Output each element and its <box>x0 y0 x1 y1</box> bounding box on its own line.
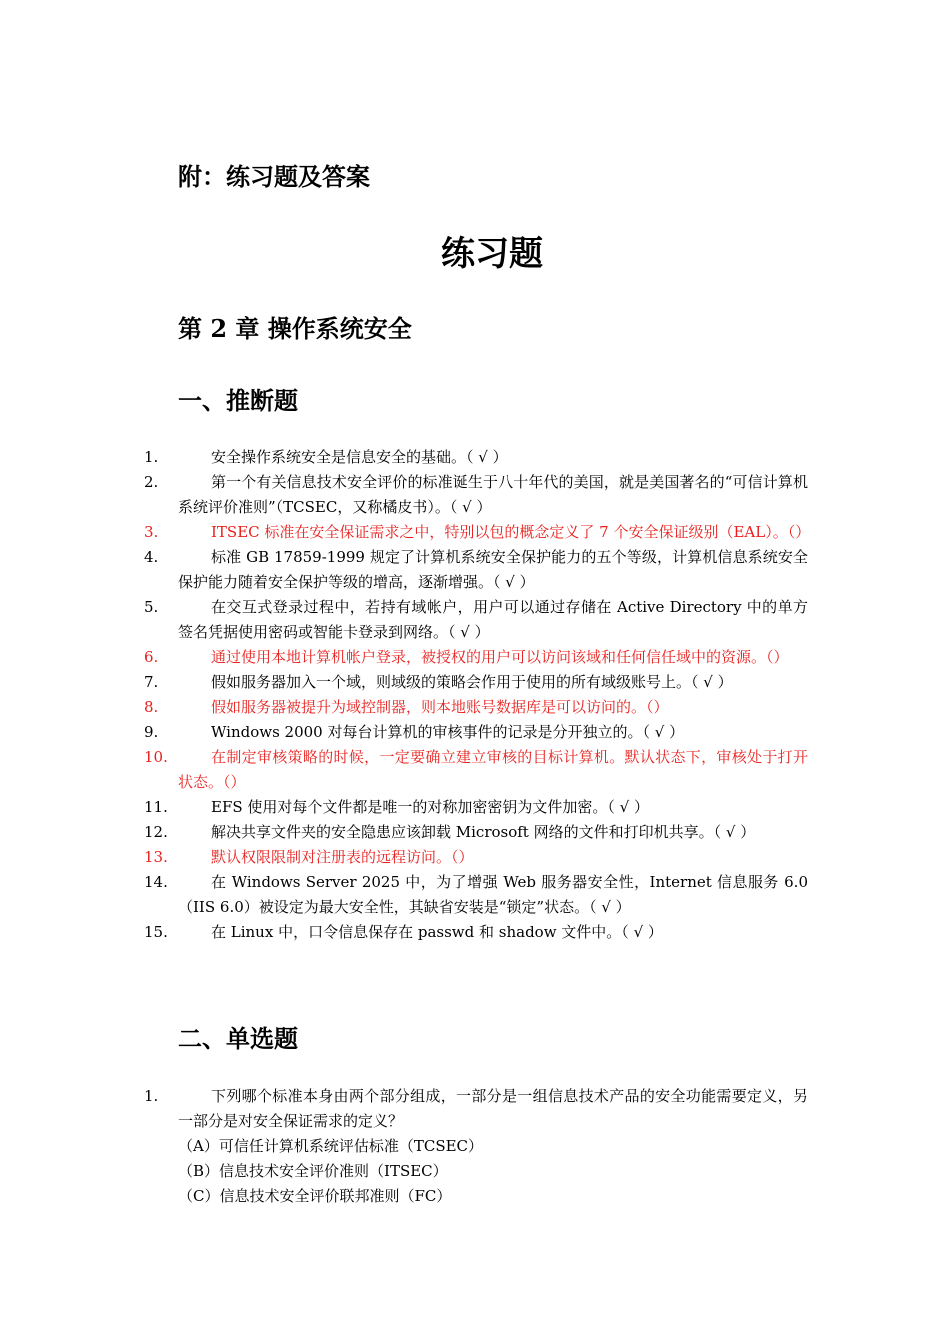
question-item <box>144 720 808 745</box>
question-item <box>144 920 808 945</box>
question-number: 2. <box>144 473 159 491</box>
question-item <box>144 445 808 470</box>
question-item <box>144 845 808 870</box>
question-number: 4. <box>144 548 159 566</box>
question-number: 11. <box>144 798 168 816</box>
question-item <box>144 545 808 595</box>
question-item <box>144 645 808 670</box>
question-number: 13. <box>144 848 168 866</box>
appendix-heading: 附：练习题及答案 <box>178 162 370 191</box>
question-item <box>144 520 811 545</box>
question-number: 6. <box>144 648 159 666</box>
question-text: 在交互式登录过程中，若持有域帐户，用户可以通过存储在 Active Directory 中的单方签名凭据使用密码或智能卡登录到网络。（ √ ） <box>178 598 808 641</box>
question-text: 通过使用本地计算机帐户登录，被授权的用户可以访问该域和任何信任域中的资源。（） <box>211 648 789 666</box>
question-text: 在 Linux 中，口令信息保存在 passwd 和 shadow 文件中。（ √ ） <box>211 923 663 941</box>
question-text: 第一个有关信息技术安全评价的标准诞生于八十年代的美国，就是美国著名的“可信计算机系统评价准则”（TCSEC，又称橘皮书）。（ √ ） <box>178 473 808 516</box>
question-text: 下列哪个标准本身由两个部分组成，一部分是一组信息技术产品的安全功能需要定义，另一部分是对安全保证需求的定义？ <box>178 1087 808 1130</box>
question-number: 9. <box>144 723 159 741</box>
question-number: 12. <box>144 823 168 841</box>
question-item <box>144 470 808 520</box>
question-text: 假如服务器被提升为域控制器，则本地账号数据库是可以访问的。（） <box>211 698 669 716</box>
question-number: 15. <box>144 923 168 941</box>
question-item <box>144 745 808 795</box>
question-item <box>144 695 808 720</box>
question-item <box>144 820 808 845</box>
question-text: EFS 使用对每个文件都是唯一的对称加密密钥为文件加密。（ √ ） <box>211 798 649 816</box>
question-text: 解决共享文件夹的安全隐患应该卸载 Microsoft 网络的文件和打印机共享。（ √ ） <box>211 823 756 841</box>
question-number: 10. <box>144 748 168 766</box>
question-number: 7. <box>144 673 159 691</box>
question-item <box>144 670 808 695</box>
section-heading-true-false: 一、推断题 <box>178 386 298 415</box>
answer-option: （A）可信任计算机系统评估标准（TCSEC） <box>178 1137 484 1155</box>
question-number: 1. <box>144 1087 159 1105</box>
question-item <box>144 870 808 920</box>
question-number: 14. <box>144 873 168 891</box>
section-heading-single-choice: 二、单选题 <box>178 1024 298 1053</box>
document-title: 练习题 <box>441 234 543 274</box>
answer-option: （B）信息技术安全评价准则（ITSEC） <box>178 1162 448 1180</box>
single-choice-question-list <box>144 1084 808 1209</box>
question-text: 假如服务器加入一个域，则域级的策略会作用于使用的所有域级账号上。（ √ ） <box>211 673 733 691</box>
question-text: 默认权限限制对注册表的远程访问。（） <box>211 848 474 866</box>
question-text: 在制定审核策略的时候，一定要确立建立审核的目标计算机。默认状态下，审核处于打开状态。（） <box>178 748 808 791</box>
true-false-question-list <box>144 445 811 945</box>
question-text: 在 Windows Server 2025 中，为了增强 Web 服务器安全性，Internet 信息服务 6.0（IIS 6.0）被设定为最大安全性，其缺省安装是“锁定”状态。（ √ ） <box>178 873 808 916</box>
chapter-heading: 第 2 章 操作系统安全 <box>178 314 412 343</box>
question-number: 5. <box>144 598 159 616</box>
question-number: 1. <box>144 448 159 466</box>
question-text: 标准 GB 17859-1999 规定了计算机系统安全保护能力的五个等级，计算机信息系统安全保护能力随着安全保护等级的增高，逐渐增强。（ √ ） <box>178 548 808 591</box>
question-text: Windows 2000 对每台计算机的审核事件的记录是分开独立的。（ √ ） <box>211 723 685 741</box>
question-text: ITSEC 标准在安全保证需求之中，特别以包的概念定义了 7 个安全保证级别（EAL）。（） <box>211 523 811 541</box>
answer-option: （C）信息技术安全评价联邦准则（FC） <box>178 1187 452 1205</box>
question-item <box>144 1084 808 1134</box>
question-text: 安全操作系统安全是信息安全的基础。（ √ ） <box>211 448 508 466</box>
question-number: 3. <box>144 523 159 541</box>
question-item <box>144 795 808 820</box>
question-number: 8. <box>144 698 159 716</box>
question-item <box>144 595 808 645</box>
